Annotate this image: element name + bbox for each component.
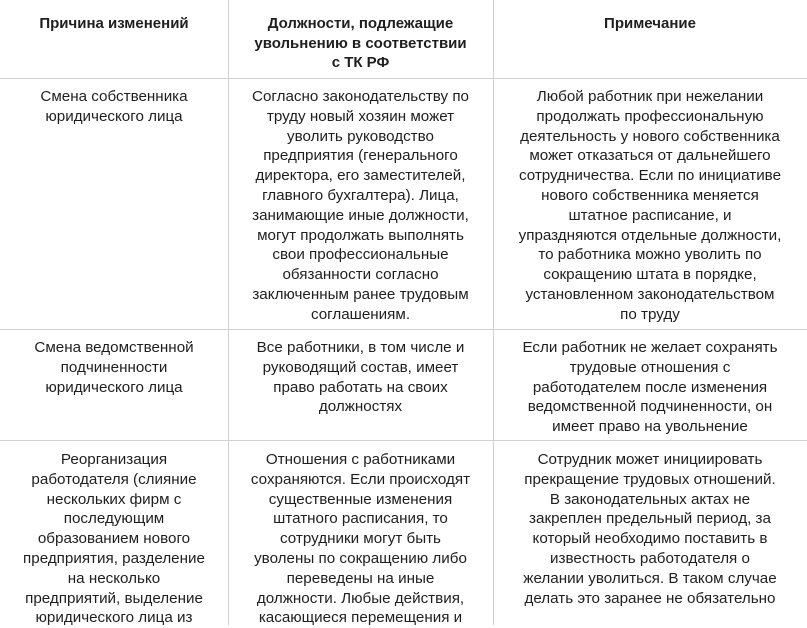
text-line: то работника можно уволить по [538, 246, 762, 264]
text-line: по труду [620, 305, 680, 323]
text-line: Если работник не желает сохранять [522, 339, 778, 356]
text-line: сохраняются. Если происходят [250, 470, 471, 488]
text-line: ведомственной подчиненности, он [527, 398, 773, 416]
text-line: образованием нового [37, 530, 191, 548]
row2-positions [228, 338, 493, 417]
text-line: В законодательных актах не [549, 490, 751, 508]
text-line: переведены на иные [286, 569, 435, 587]
text-line: работодателем после изменения [532, 378, 768, 396]
text-line: директора, его заместителей, [255, 167, 466, 185]
text-line: нового собственника меняется [541, 186, 759, 204]
row1-reason [0, 87, 228, 127]
text-line: обязанности согласно [282, 266, 439, 284]
text-line: свои профессиональные [272, 246, 449, 264]
text-line: может отказаться от дальнейшего [529, 147, 771, 165]
text-line: продолжать профессиональную [536, 107, 764, 125]
text-line: Согласно законодательству по [252, 88, 469, 105]
text-line: сотрудничества. Если по инициативе [518, 167, 782, 185]
header-line: с ТК РФ [331, 54, 390, 71]
text-line: Все работники, в том числе и [256, 339, 465, 356]
text-line: руководящий состав, имеет [262, 358, 459, 376]
header-line: Должности, подлежащие [267, 15, 454, 32]
text-line: могут продолжать выполнять [257, 226, 464, 244]
text-line: работодателя (слияние [31, 470, 197, 488]
text-line: сокращению штата в порядке, [543, 266, 757, 284]
text-line: Смена ведомственной [34, 339, 194, 356]
text-line: который необходимо поставить в [532, 530, 768, 548]
text-line: юридического лица [45, 107, 183, 125]
text-line: прекращение трудовых отношений. [524, 470, 776, 488]
header-line: Примечание [604, 15, 696, 32]
text-line: юридического лица из [35, 609, 193, 627]
text-line: Любой работник при нежелании [536, 88, 764, 105]
text-line: закреплен предельный период, за [529, 510, 771, 528]
text-line: установленном законодательством [525, 285, 775, 303]
header-line: Причина изменений [39, 15, 189, 32]
text-line: главного бухгалтера). Лица, [262, 186, 459, 204]
text-line: сотрудники могут быть [280, 530, 441, 548]
text-line: деятельность у нового собственника [520, 127, 780, 145]
text-line: занимающие иные должности, [252, 206, 469, 224]
header-note [493, 14, 807, 34]
text-line: штатное расписание, и [568, 206, 732, 224]
text-line: трудовые отношения с [569, 358, 731, 376]
text-line: право работать на своих [273, 378, 448, 396]
row-divider [0, 440, 807, 441]
text-line: последующим [63, 510, 165, 528]
text-line: должности. Любые действия, [256, 589, 465, 607]
text-line: юридического лица [45, 378, 183, 396]
header-line: увольнению в соответствии [254, 34, 467, 52]
row1-note [493, 87, 807, 325]
text-line: касающиеся перемещения и [258, 609, 463, 627]
text-line: на несколько [67, 569, 161, 587]
text-line: известность работодателя о [550, 549, 750, 567]
header-reason [0, 14, 228, 34]
text-line: желании уволиться. В таком случае [523, 569, 777, 587]
text-line: заключенным ранее трудовым [252, 285, 469, 303]
text-line: должностях [318, 398, 403, 416]
text-line: предприятия, разделение [23, 549, 205, 567]
text-line: Сотрудник может инициировать [537, 451, 763, 468]
text-line: предприятий, выделение [25, 589, 203, 607]
text-line: упраздняются отдельные должности, [518, 226, 782, 244]
text-line: Смена собственника [40, 88, 188, 105]
row-divider [0, 329, 807, 330]
row3-note [493, 450, 807, 608]
text-line: Реорганизация [60, 451, 168, 468]
text-line: Отношения с работниками [265, 451, 456, 468]
row-divider [0, 78, 807, 79]
text-line: штатного расписания, то [273, 510, 448, 528]
header-positions [228, 14, 493, 73]
text-line: труду новый хозяин может [266, 107, 455, 125]
text-line: подчиненности [60, 358, 168, 376]
row2-note [493, 338, 807, 437]
row1-positions [228, 87, 493, 325]
text-line: существенные изменения [268, 490, 453, 508]
text-line: нескольких фирм с [46, 490, 182, 508]
text-line: делать это заранее не обязательно [524, 589, 776, 607]
text-line: имеет право на увольнение [552, 418, 748, 436]
row3-positions [228, 450, 493, 628]
text-line: предприятия (генерального [263, 147, 458, 165]
text-line: уволить руководство [287, 127, 434, 145]
text-line: уволены по сокращению либо [254, 549, 467, 567]
row2-reason [0, 338, 228, 397]
row3-reason [0, 450, 228, 628]
text-line: соглашениям. [310, 305, 411, 323]
